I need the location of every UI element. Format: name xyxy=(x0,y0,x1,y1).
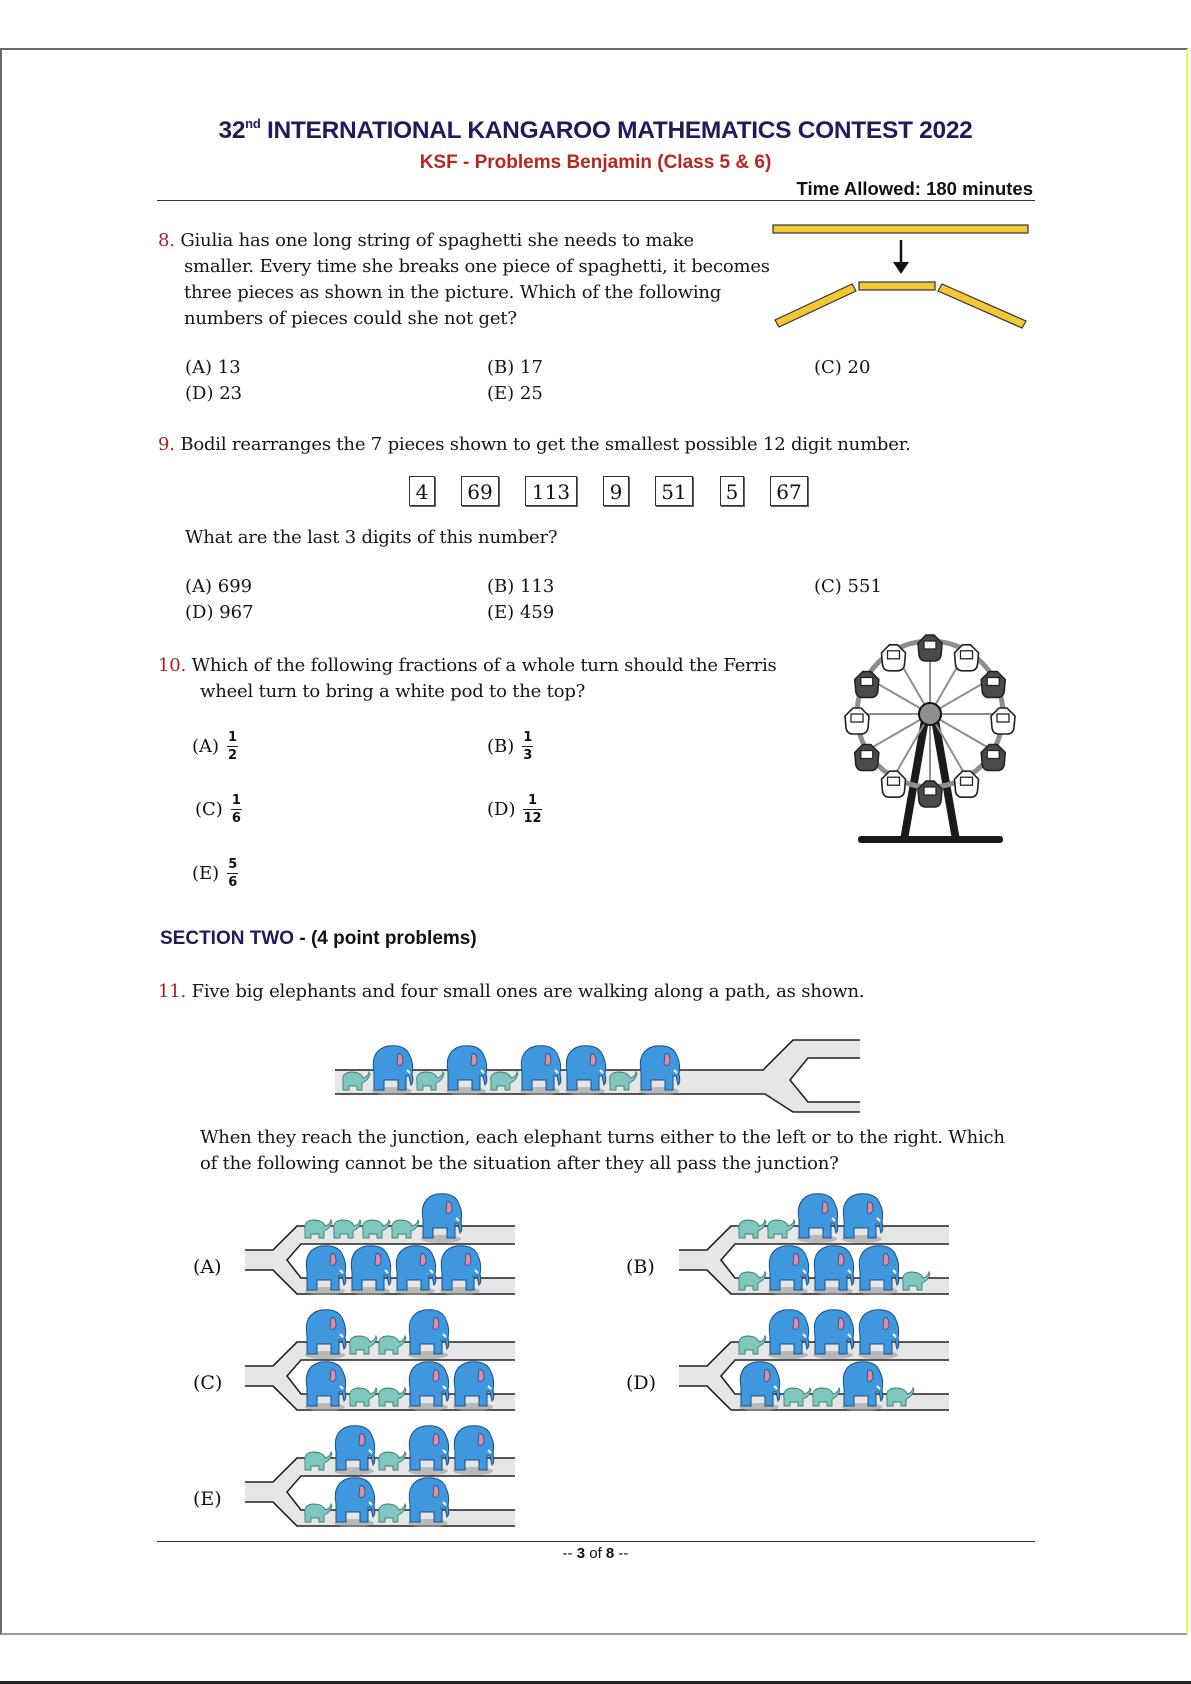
denominator: 6 xyxy=(228,875,238,890)
option-a[interactable]: (A) 13 xyxy=(185,357,241,378)
numerator: 1 xyxy=(228,730,238,745)
section-title: SECTION TWO xyxy=(160,928,295,949)
option-d[interactable] xyxy=(487,794,542,826)
denominator: 3 xyxy=(523,748,533,763)
section-heading xyxy=(160,928,477,950)
title-text: INTERNATIONAL KANGAROO MATHEMATICS CONTEST 2022 xyxy=(260,117,973,144)
option-letter: (B) xyxy=(487,736,515,757)
spaghetti-breaking-diagram xyxy=(770,218,1040,333)
spaghetti-middle-piece xyxy=(859,282,935,290)
option-c-label[interactable]: (C) xyxy=(193,1372,223,1394)
pod-white xyxy=(955,771,979,797)
question-text-line: smaller. Every time she breaks one piece of spaghetti, it becomes xyxy=(184,256,770,277)
option-d-label[interactable]: (D) xyxy=(626,1372,657,1394)
numerator: 1 xyxy=(523,730,533,745)
spaghetti-right-piece xyxy=(938,284,1026,328)
question-11 xyxy=(158,979,864,1005)
question-text-line: three pieces as shown in the picture. Which of the following xyxy=(184,282,722,303)
option-e-label[interactable]: (E) xyxy=(193,1488,222,1510)
footer-dash: -- xyxy=(562,1545,577,1562)
question-8 xyxy=(158,228,808,332)
option-e[interactable]: (E) 459 xyxy=(487,602,555,623)
pod-dark xyxy=(981,672,1005,698)
number-piece: 4 xyxy=(409,476,435,506)
denominator: 12 xyxy=(523,811,542,826)
question-text: Five big elephants and four small ones are walking along a path, as shown. xyxy=(191,981,865,1002)
denominator: 2 xyxy=(228,748,238,763)
option-letter: (D) xyxy=(487,799,516,820)
option-b[interactable] xyxy=(487,731,533,763)
elephant-path-diagram xyxy=(335,1018,860,1113)
number-piece: 5 xyxy=(720,476,744,506)
option-e[interactable] xyxy=(192,858,238,890)
pod-dark xyxy=(855,672,879,698)
footer-divider xyxy=(157,1541,1035,1542)
question-text-line: of the following cannot be the situation after they all pass the junction? xyxy=(200,1153,839,1174)
total-pages: 8 xyxy=(605,1545,615,1562)
page-subtitle: KSF - Problems Benjamin (Class 5 & 6) xyxy=(419,152,772,173)
spaghetti-left-piece xyxy=(775,284,856,327)
time-allowed: Time Allowed: 180 minutes xyxy=(796,178,1033,199)
question-9-subquestion: What are the last 3 digits of this number? xyxy=(185,527,558,548)
pod-dark xyxy=(918,635,942,661)
footer-of: of xyxy=(585,1545,606,1562)
question-10 xyxy=(158,653,838,705)
question-text-line: numbers of pieces could she not get? xyxy=(184,308,517,329)
question-text-line: wheel turn to bring a white pod to the top? xyxy=(200,681,586,702)
header-divider xyxy=(157,200,1035,201)
option-d-diagram[interactable] xyxy=(679,1306,949,1411)
question-text-line: Giulia has one long string of spaghetti she needs to make xyxy=(180,230,694,251)
pod-white xyxy=(845,708,869,734)
numerator: 1 xyxy=(231,793,241,808)
option-letter: (C) xyxy=(195,799,223,820)
pod-dark xyxy=(918,781,942,807)
current-page: 3 xyxy=(576,1545,586,1562)
option-c[interactable] xyxy=(195,794,242,826)
option-letter: (E) xyxy=(192,863,220,884)
number-piece: 69 xyxy=(461,476,499,506)
section-subtitle: - (4 point problems) xyxy=(294,928,477,949)
question-number: 8. xyxy=(158,230,175,251)
fraction xyxy=(523,794,541,826)
option-c-diagram[interactable] xyxy=(245,1306,515,1411)
footer-dash: -- xyxy=(614,1545,629,1562)
question-number: 11. xyxy=(158,981,187,1002)
option-letter: (A) xyxy=(192,736,220,757)
option-a[interactable] xyxy=(192,731,238,763)
numerator: 1 xyxy=(523,794,541,810)
question-text: Bodil rearranges the 7 pieces shown to get the smallest possible 12 digit number. xyxy=(180,434,911,455)
option-d[interactable]: (D) 967 xyxy=(185,602,254,623)
option-a-diagram[interactable] xyxy=(245,1190,515,1295)
option-c[interactable]: (C) 551 xyxy=(814,576,882,597)
option-a-label[interactable]: (A) xyxy=(193,1256,222,1278)
option-e[interactable]: (E) 25 xyxy=(487,383,543,404)
ferris-wheel-hub xyxy=(919,703,941,725)
question-number: 9. xyxy=(158,434,175,455)
page-title xyxy=(0,116,1191,145)
denominator: 6 xyxy=(231,811,241,826)
ferris-wheel-diagram xyxy=(830,628,1030,848)
option-b-label[interactable]: (B) xyxy=(626,1256,655,1278)
page-number xyxy=(0,1545,1191,1562)
option-d[interactable]: (D) 23 xyxy=(185,383,243,404)
fraction xyxy=(231,794,242,826)
pod-dark xyxy=(855,745,879,771)
option-b[interactable]: (B) 17 xyxy=(487,357,543,378)
number-piece: 51 xyxy=(655,476,693,506)
pod-white xyxy=(882,771,906,797)
pod-white xyxy=(991,708,1015,734)
fraction xyxy=(227,858,238,890)
question-9 xyxy=(158,432,911,458)
option-b[interactable]: (B) 113 xyxy=(487,576,555,597)
question-11-text-2 xyxy=(200,1125,1005,1177)
pod-dark xyxy=(981,745,1005,771)
number-piece: 9 xyxy=(603,476,629,506)
long-spaghetti xyxy=(773,225,1028,233)
number-piece: 113 xyxy=(525,476,577,506)
question-number: 10. xyxy=(158,655,187,676)
option-e-diagram[interactable] xyxy=(245,1422,515,1527)
fraction xyxy=(227,731,238,763)
question-text-line: Which of the following fractions of a whole turn should the Ferris xyxy=(191,655,777,676)
option-b-diagram[interactable] xyxy=(679,1190,949,1295)
question-text-line: When they reach the junction, each elephant turns either to the left or to the right. Which xyxy=(200,1127,1005,1148)
title-number: 32 xyxy=(218,117,246,144)
arrow-down-icon xyxy=(893,240,909,274)
pod-white xyxy=(882,645,906,671)
option-c[interactable]: (C) 20 xyxy=(814,357,871,378)
pod-white xyxy=(955,645,979,671)
option-a[interactable]: (A) 699 xyxy=(185,576,253,597)
title-ordinal: nd xyxy=(245,116,261,131)
numerator: 5 xyxy=(228,857,238,872)
number-piece: 67 xyxy=(770,476,808,506)
fraction xyxy=(522,731,533,763)
